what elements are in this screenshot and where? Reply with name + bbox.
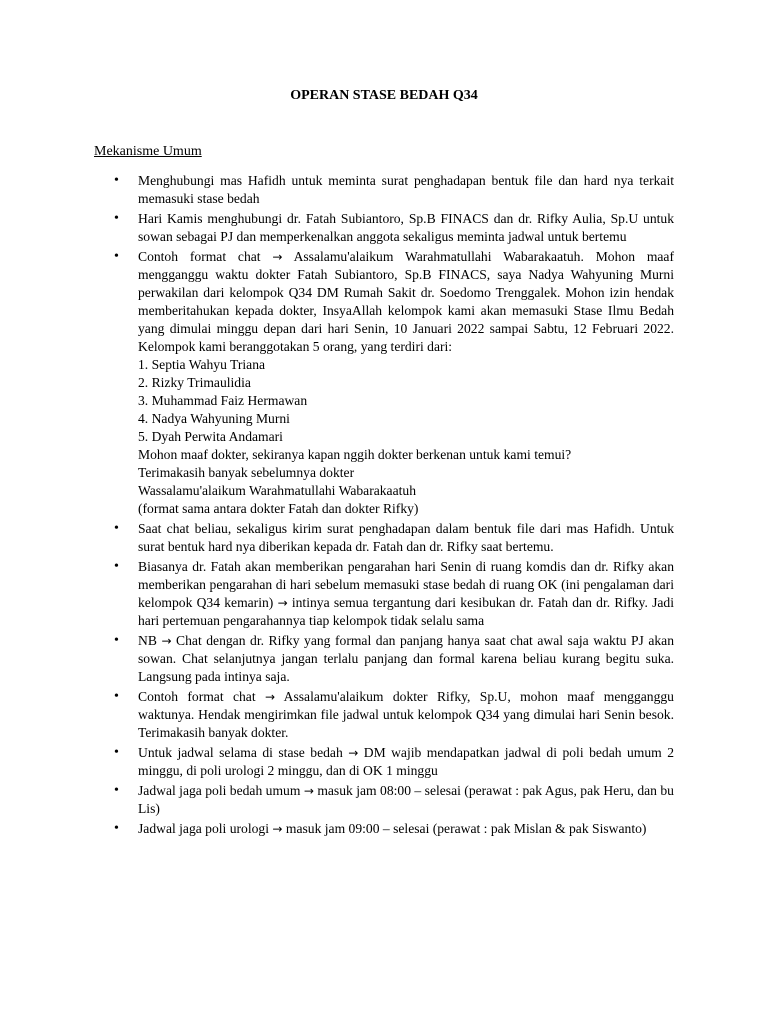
arrow-right-icon: → [348, 746, 359, 760]
list-item [94, 558, 674, 630]
chat-line: Wassalamu'alaikum Warahmatullahi Wabarakaatuh [138, 483, 416, 498]
list-item-text: NB [138, 633, 157, 648]
list-item-text: masuk jam 09:00 – selesai (perawat : pak Mislan & pak Siswanto) [285, 821, 647, 836]
list-item [94, 744, 674, 780]
chat-line: Terimakasih banyak sebelumnya dokter [138, 465, 355, 480]
list-item [94, 820, 674, 838]
chat-line: Mohon maaf dokter, sekiranya kapan nggih dokter berkenan untuk kami temui? [138, 447, 572, 462]
bullet-list [94, 172, 674, 840]
list-item-text: Contoh format chat [138, 689, 256, 704]
list-item-text: intinya semua tergantung dari kesibukan dr. Fatah dan dr. Rifky. Jadi hari pertemuan pengarahannya tiap kelompok tidak selalu sama [138, 595, 674, 628]
list-item-text: Saat chat beliau, sekaligus kirim surat penghadapan dalam bentuk file dari mas Hafidh. Untuk surat bentuk hard nya diberikan kepada dr. Fatah dan dr. Rifky saat bertemu. [138, 521, 674, 554]
document-title: OPERAN STASE BEDAH Q34 [290, 88, 478, 103]
list-item-text: Jadwal jaga poli urologi [138, 821, 269, 836]
list-item-text: DM wajib mendapatkan jadwal di poli bedah umum 2 minggu, di poli urologi 2 minggu, dan di OK 1 minggu [138, 745, 674, 778]
list-item-text: Hari Kamis menghubungi dr. Fatah Subiantoro, Sp.B FINACS dan dr. Rifky Aulia, Sp.U untuk sowan sebagai PJ dan memperkenalkan anggota sekaligus meminta jadwal untuk bertemu [138, 211, 674, 244]
list-item-text: Biasanya dr. Fatah akan memberikan pengarahan hari Senin di ruang komdis dan dr. Rifky akan memberikan pengarahan di hari sebelum memasuki stase bedah di ruang OK (ini pengalaman dari kelompok Q34 kemarin) [138, 559, 674, 610]
list-item-text: masuk jam 08:00 – selesai (perawat : pak Agus, pak Heru, dan bu Lis) [138, 783, 674, 816]
list-item-text: Assalamu'alaikum Warahmatullahi Wabarakaatuh. Mohon maaf mengganggu waktu dokter Fatah Subiantoro, Sp.B FINACS, saya Nadya Wahyuning Murni perwakilan dari kelompok Q34 DM Rumah Sakit dr. Soedomo Trenggalek. Mohon izin hendak memberitahukan kepada dokter, InsyaAllah kelompok kami akan memasuki Stase Ilmu Bedah yang dimulai minggu depan dari hari Senin, 10 Januari 2022 sampai Sabtu, 12 Februari 2022. Kelompok kami beranggotakan 5 orang, yang terdiri dari: [138, 249, 674, 354]
list-item [94, 248, 674, 518]
member-line: 4. Nadya Wahyuning Murni [138, 411, 290, 426]
member-line: 1. Septia Wahyu Triana [138, 357, 266, 372]
list-item-text: Assalamu'alaikum dokter Rifky, Sp.U, mohon maaf mengganggu waktunya. Hendak mengirimkan file jadwal untuk kelompok Q34 yang dimulai hari Senin besok. Terimakasih banyak dokter. [138, 689, 674, 740]
arrow-right-icon: → [161, 634, 172, 648]
arrow-right-icon: → [272, 822, 283, 836]
chat-note: (format sama antara dokter Fatah dan dokter Rifky) [138, 501, 419, 516]
list-item [94, 172, 674, 208]
list-item-text: Contoh format chat [138, 249, 261, 264]
list-item-text: Menghubungi mas Hafidh untuk meminta surat penghadapan bentuk file dan hard nya terkait memasuki stase bedah [138, 173, 674, 206]
section-heading: Mekanisme Umum [94, 144, 202, 159]
list-item-text: Untuk jadwal selama di stase bedah [138, 745, 343, 760]
arrow-right-icon: → [272, 250, 283, 264]
arrow-right-icon: → [277, 596, 288, 610]
arrow-right-icon: → [264, 690, 276, 704]
list-item-text: Chat dengan dr. Rifky yang formal dan panjang hanya saat chat awal saja waktu PJ akan sowan. Chat selanjutnya jangan terlalu panjang dan formal karena beliau kurang begitu suka. Langsung pada intinya saja. [138, 633, 675, 684]
member-line: 5. Dyah Perwita Andamari [138, 429, 283, 444]
list-item [94, 210, 674, 246]
list-item [94, 782, 674, 818]
list-item [94, 520, 674, 556]
list-item [94, 688, 674, 742]
arrow-right-icon: → [303, 784, 314, 798]
list-item [94, 632, 674, 686]
member-line: 3. Muhammad Faiz Hermawan [138, 393, 308, 408]
member-line: 2. Rizky Trimaulidia [138, 375, 251, 390]
list-item-text: Jadwal jaga poli bedah umum [138, 783, 301, 798]
